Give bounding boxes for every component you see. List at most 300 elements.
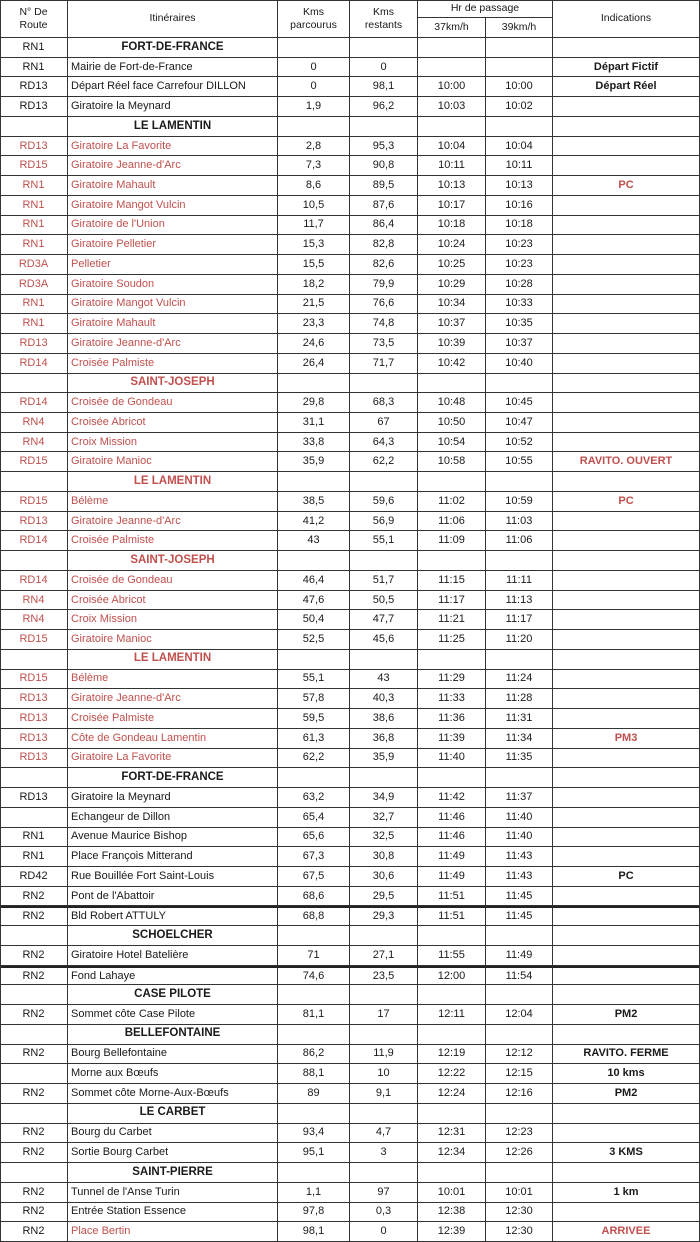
itinerary-name: Sommet côte Morne-Aux-Bœufs <box>68 1084 278 1104</box>
route-number <box>0 1025 68 1045</box>
empty-cell <box>418 117 486 137</box>
itinerary-name: Avenue Maurice Bishop <box>68 828 278 848</box>
empty-cell <box>486 926 553 946</box>
time-39kmh: 11:11 <box>486 571 553 591</box>
time-37kmh: 12:22 <box>418 1064 486 1084</box>
time-37kmh: 10:39 <box>418 334 486 354</box>
section-heading: SAINT-JOSEPH <box>68 551 278 571</box>
kms-restants: 29,3 <box>350 906 418 926</box>
time-37kmh: 10:25 <box>418 255 486 275</box>
indication: PM2 <box>553 1084 700 1104</box>
itinerary-name: Croisée de Gondeau <box>68 393 278 413</box>
header-itineraires: Itinéraires <box>68 0 278 38</box>
indication <box>553 235 700 255</box>
route-number <box>0 808 68 828</box>
indication: PC <box>553 492 700 512</box>
route-number: RN2 <box>0 1143 68 1163</box>
kms-parcourus: 1,9 <box>278 97 350 117</box>
kms-restants: 71,7 <box>350 354 418 374</box>
empty-cell <box>418 985 486 1005</box>
kms-parcourus: 24,6 <box>278 334 350 354</box>
time-37kmh: 10:50 <box>418 413 486 433</box>
indication <box>553 709 700 729</box>
itinerary-name: Giratoire de l'Union <box>68 216 278 236</box>
kms-parcourus: 93,4 <box>278 1124 350 1144</box>
kms-restants: 17 <box>350 1005 418 1025</box>
kms-parcourus: 33,8 <box>278 433 350 453</box>
route-number <box>0 117 68 137</box>
indication: PC <box>553 867 700 887</box>
itinerary-name: Place Bertin <box>68 1222 278 1242</box>
empty-cell <box>486 1025 553 1045</box>
time-39kmh: 10:35 <box>486 314 553 334</box>
kms-restants: 29,5 <box>350 887 418 907</box>
section-heading: SAINT-PIERRE <box>68 1163 278 1183</box>
empty-cell <box>350 551 418 571</box>
empty-cell <box>418 926 486 946</box>
indication <box>553 334 700 354</box>
time-39kmh: 12:15 <box>486 1064 553 1084</box>
kms-parcourus: 38,5 <box>278 492 350 512</box>
empty-cell <box>350 374 418 394</box>
kms-parcourus: 68,8 <box>278 906 350 926</box>
itinerary-name: Bélème <box>68 670 278 690</box>
empty-cell <box>418 1025 486 1045</box>
kms-parcourus: 41,2 <box>278 512 350 532</box>
route-number: RN2 <box>0 1124 68 1144</box>
kms-restants: 10 <box>350 1064 418 1084</box>
route-number: RN1 <box>0 847 68 867</box>
route-number: RD13 <box>0 729 68 749</box>
kms-parcourus: 11,7 <box>278 216 350 236</box>
empty-cell <box>350 768 418 788</box>
kms-restants: 0,3 <box>350 1203 418 1223</box>
kms-restants: 98,1 <box>350 77 418 97</box>
route-number <box>0 768 68 788</box>
empty-cell <box>418 768 486 788</box>
empty-cell <box>553 117 700 137</box>
time-37kmh: 12:00 <box>418 966 486 986</box>
itinerary-name: Giratoire La Favorite <box>68 749 278 769</box>
kms-restants: 3 <box>350 1143 418 1163</box>
time-39kmh: 12:30 <box>486 1203 553 1223</box>
empty-cell <box>278 1025 350 1045</box>
section-heading: LE LAMENTIN <box>68 472 278 492</box>
kms-parcourus: 61,3 <box>278 729 350 749</box>
kms-restants: 9,1 <box>350 1084 418 1104</box>
kms-parcourus: 62,2 <box>278 749 350 769</box>
indication <box>553 749 700 769</box>
itinerary-name: Giratoire Hotel Batelière <box>68 946 278 966</box>
header-speed-37: 37km/h <box>418 18 486 38</box>
kms-restants: 62,2 <box>350 452 418 472</box>
kms-parcourus: 7,3 <box>278 156 350 176</box>
kms-restants: 97 <box>350 1183 418 1203</box>
time-39kmh: 10:45 <box>486 393 553 413</box>
indication <box>553 906 700 926</box>
route-number: RD15 <box>0 492 68 512</box>
time-37kmh <box>418 58 486 78</box>
indication: 1 km <box>553 1183 700 1203</box>
time-37kmh: 10:42 <box>418 354 486 374</box>
route-number: RN2 <box>0 966 68 986</box>
kms-restants: 11,9 <box>350 1045 418 1065</box>
empty-cell <box>553 768 700 788</box>
empty-cell <box>486 1104 553 1124</box>
time-39kmh: 11:49 <box>486 946 553 966</box>
time-37kmh: 11:40 <box>418 749 486 769</box>
empty-cell <box>486 768 553 788</box>
empty-cell <box>553 472 700 492</box>
indication <box>553 788 700 808</box>
empty-cell <box>278 472 350 492</box>
time-37kmh: 11:36 <box>418 709 486 729</box>
empty-cell <box>553 985 700 1005</box>
indication <box>553 275 700 295</box>
time-37kmh: 11:09 <box>418 531 486 551</box>
empty-cell <box>553 374 700 394</box>
kms-restants: 82,8 <box>350 235 418 255</box>
kms-restants: 0 <box>350 1222 418 1242</box>
time-37kmh: 11:39 <box>418 729 486 749</box>
empty-cell <box>486 117 553 137</box>
time-37kmh: 11:42 <box>418 788 486 808</box>
kms-restants: 23,5 <box>350 966 418 986</box>
kms-parcourus: 21,5 <box>278 295 350 315</box>
indication <box>553 137 700 157</box>
empty-cell <box>486 551 553 571</box>
header-kms-parcourus: Kms parcourus <box>278 0 350 38</box>
empty-cell <box>553 1104 700 1124</box>
time-37kmh: 10:58 <box>418 452 486 472</box>
time-39kmh: 10:47 <box>486 413 553 433</box>
empty-cell <box>553 1163 700 1183</box>
itinerary-name: Giratoire Soudon <box>68 275 278 295</box>
time-37kmh: 10:54 <box>418 433 486 453</box>
kms-restants: 89,5 <box>350 176 418 196</box>
time-39kmh: 11:45 <box>486 906 553 926</box>
indication <box>553 1124 700 1144</box>
time-37kmh: 10:37 <box>418 314 486 334</box>
itinerary-name: Croisée Abricot <box>68 591 278 611</box>
itinerary-name: Giratoire la Meynard <box>68 97 278 117</box>
header-kms-restants: Kms restants <box>350 0 418 38</box>
time-39kmh: 10:04 <box>486 137 553 157</box>
empty-cell <box>486 650 553 670</box>
time-39kmh: 12:12 <box>486 1045 553 1065</box>
time-39kmh: 11:06 <box>486 531 553 551</box>
time-39kmh: 10:59 <box>486 492 553 512</box>
itinerary-name: Croisée Abricot <box>68 413 278 433</box>
route-number <box>0 472 68 492</box>
empty-cell <box>418 472 486 492</box>
itinerary-name: Giratoire Mahault <box>68 314 278 334</box>
itinerary-name: Bélème <box>68 492 278 512</box>
kms-restants: 4,7 <box>350 1124 418 1144</box>
kms-parcourus: 35,9 <box>278 452 350 472</box>
route-number: RD13 <box>0 749 68 769</box>
route-number: RN1 <box>0 314 68 334</box>
kms-parcourus: 26,4 <box>278 354 350 374</box>
time-37kmh: 11:29 <box>418 670 486 690</box>
indication: ARRIVEE <box>553 1222 700 1242</box>
time-39kmh: 11:20 <box>486 630 553 650</box>
kms-parcourus: 0 <box>278 77 350 97</box>
kms-restants: 50,5 <box>350 591 418 611</box>
time-39kmh: 12:04 <box>486 1005 553 1025</box>
kms-restants: 90,8 <box>350 156 418 176</box>
itinerary-name: Giratoire Mahault <box>68 176 278 196</box>
kms-restants: 82,6 <box>350 255 418 275</box>
itinerary-name: Giratoire Manioc <box>68 630 278 650</box>
time-39kmh: 11:13 <box>486 591 553 611</box>
route-number: RD15 <box>0 452 68 472</box>
route-number: RD14 <box>0 571 68 591</box>
time-37kmh: 12:38 <box>418 1203 486 1223</box>
route-number: RN2 <box>0 1183 68 1203</box>
indication <box>553 433 700 453</box>
kms-parcourus: 0 <box>278 58 350 78</box>
time-37kmh: 11:49 <box>418 847 486 867</box>
indication <box>553 413 700 433</box>
time-37kmh: 12:11 <box>418 1005 486 1025</box>
time-37kmh: 11:46 <box>418 828 486 848</box>
itinerary-name: Croix Mission <box>68 433 278 453</box>
empty-cell <box>486 985 553 1005</box>
kms-restants: 43 <box>350 670 418 690</box>
route-number: RD13 <box>0 334 68 354</box>
route-number: RN1 <box>0 216 68 236</box>
kms-parcourus: 18,2 <box>278 275 350 295</box>
time-39kmh <box>486 58 553 78</box>
empty-cell <box>278 1104 350 1124</box>
indication <box>553 512 700 532</box>
indication: RAVITO. OUVERT <box>553 452 700 472</box>
kms-restants: 73,5 <box>350 334 418 354</box>
time-39kmh: 11:17 <box>486 610 553 630</box>
empty-cell <box>418 374 486 394</box>
route-number: RN4 <box>0 610 68 630</box>
itinerary-name: Départ Réel face Carrefour DILLON <box>68 77 278 97</box>
route-number: RD14 <box>0 354 68 374</box>
empty-cell <box>553 1025 700 1045</box>
kms-parcourus: 67,3 <box>278 847 350 867</box>
time-37kmh: 10:04 <box>418 137 486 157</box>
itinerary-name: Mairie de Fort-de-France <box>68 58 278 78</box>
kms-parcourus: 71 <box>278 946 350 966</box>
indication <box>553 156 700 176</box>
route-number: RD15 <box>0 630 68 650</box>
time-39kmh: 11:43 <box>486 847 553 867</box>
time-39kmh: 11:28 <box>486 689 553 709</box>
itinerary-name: Place François Mitterand <box>68 847 278 867</box>
empty-cell <box>350 1104 418 1124</box>
time-37kmh: 12:39 <box>418 1222 486 1242</box>
kms-parcourus: 67,5 <box>278 867 350 887</box>
route-number: RD3A <box>0 255 68 275</box>
empty-cell <box>418 38 486 58</box>
kms-restants: 87,6 <box>350 196 418 216</box>
route-number: RD13 <box>0 77 68 97</box>
itinerary-name: Giratoire Pelletier <box>68 235 278 255</box>
itinerary-name: Croisée de Gondeau <box>68 571 278 591</box>
kms-parcourus: 63,2 <box>278 788 350 808</box>
indication <box>553 314 700 334</box>
indication <box>553 887 700 907</box>
time-37kmh: 10:48 <box>418 393 486 413</box>
time-39kmh: 10:28 <box>486 275 553 295</box>
kms-restants: 38,6 <box>350 709 418 729</box>
kms-parcourus: 57,8 <box>278 689 350 709</box>
itinerary-name: Tunnel de l'Anse Turin <box>68 1183 278 1203</box>
indication <box>553 847 700 867</box>
kms-parcourus: 65,4 <box>278 808 350 828</box>
time-39kmh: 10:16 <box>486 196 553 216</box>
time-37kmh: 12:34 <box>418 1143 486 1163</box>
time-39kmh: 10:00 <box>486 77 553 97</box>
itinerary-name: Sortie Bourg Carbet <box>68 1143 278 1163</box>
empty-cell <box>350 117 418 137</box>
indication <box>553 670 700 690</box>
indication: 3 KMS <box>553 1143 700 1163</box>
kms-restants: 30,6 <box>350 867 418 887</box>
route-number: RD13 <box>0 97 68 117</box>
kms-restants: 35,9 <box>350 749 418 769</box>
empty-cell <box>350 926 418 946</box>
kms-restants: 55,1 <box>350 531 418 551</box>
empty-cell <box>553 38 700 58</box>
section-heading: LE LAMENTIN <box>68 117 278 137</box>
time-37kmh: 11:02 <box>418 492 486 512</box>
indication <box>553 216 700 236</box>
indication <box>553 393 700 413</box>
kms-parcourus: 8,6 <box>278 176 350 196</box>
time-39kmh: 10:23 <box>486 255 553 275</box>
time-39kmh: 11:31 <box>486 709 553 729</box>
empty-cell <box>278 768 350 788</box>
kms-parcourus: 55,1 <box>278 670 350 690</box>
indication <box>553 946 700 966</box>
time-39kmh: 11:24 <box>486 670 553 690</box>
route-number <box>0 374 68 394</box>
time-37kmh: 10:13 <box>418 176 486 196</box>
time-37kmh: 10:29 <box>418 275 486 295</box>
empty-cell <box>418 1163 486 1183</box>
itinerary-name: Croisée Palmiste <box>68 709 278 729</box>
kms-restants: 36,8 <box>350 729 418 749</box>
itinerary-name: Giratoire Manioc <box>68 452 278 472</box>
time-39kmh: 11:54 <box>486 966 553 986</box>
itinerary-name: Sommet côte Case Pilote <box>68 1005 278 1025</box>
kms-restants: 95,3 <box>350 137 418 157</box>
section-heading: FORT-DE-FRANCE <box>68 768 278 788</box>
time-39kmh: 10:02 <box>486 97 553 117</box>
kms-restants: 67 <box>350 413 418 433</box>
time-37kmh: 10:17 <box>418 196 486 216</box>
header-hr-passage: Hr de passage <box>418 0 553 18</box>
time-37kmh: 10:18 <box>418 216 486 236</box>
kms-restants: 27,1 <box>350 946 418 966</box>
time-37kmh: 11:25 <box>418 630 486 650</box>
empty-cell <box>350 1025 418 1045</box>
indication <box>553 828 700 848</box>
time-37kmh: 11:51 <box>418 906 486 926</box>
time-39kmh: 11:37 <box>486 788 553 808</box>
section-heading: CASE PILOTE <box>68 985 278 1005</box>
kms-parcourus: 89 <box>278 1084 350 1104</box>
time-37kmh: 11:46 <box>418 808 486 828</box>
empty-cell <box>486 374 553 394</box>
route-number: RN4 <box>0 413 68 433</box>
time-37kmh: 11:33 <box>418 689 486 709</box>
itinerary-name: Pelletier <box>68 255 278 275</box>
itinerary-name: Giratoire Mangot Vulcin <box>68 196 278 216</box>
time-37kmh: 11:49 <box>418 867 486 887</box>
route-number: RN1 <box>0 295 68 315</box>
route-number: RD13 <box>0 689 68 709</box>
indication <box>553 1203 700 1223</box>
time-39kmh: 10:01 <box>486 1183 553 1203</box>
route-number: RD13 <box>0 709 68 729</box>
kms-parcourus: 81,1 <box>278 1005 350 1025</box>
kms-restants: 64,3 <box>350 433 418 453</box>
empty-cell <box>278 38 350 58</box>
kms-restants: 32,7 <box>350 808 418 828</box>
indication: Départ Réel <box>553 77 700 97</box>
kms-restants: 74,8 <box>350 314 418 334</box>
section-heading: BELLEFONTAINE <box>68 1025 278 1045</box>
route-number: RD13 <box>0 137 68 157</box>
time-37kmh: 11:15 <box>418 571 486 591</box>
time-39kmh: 11:03 <box>486 512 553 532</box>
empty-cell <box>278 985 350 1005</box>
kms-restants: 51,7 <box>350 571 418 591</box>
itinerary-name: Bld Robert ATTULY <box>68 906 278 926</box>
itinerary-name: Giratoire La Favorite <box>68 137 278 157</box>
itinerary-name: Fond Lahaye <box>68 966 278 986</box>
kms-parcourus: 98,1 <box>278 1222 350 1242</box>
section-heading: FORT-DE-FRANCE <box>68 38 278 58</box>
empty-cell <box>278 1163 350 1183</box>
indication <box>553 630 700 650</box>
itinerary-name: Giratoire Jeanne-d'Arc <box>68 689 278 709</box>
kms-parcourus: 47,6 <box>278 591 350 611</box>
empty-cell <box>278 374 350 394</box>
time-39kmh: 12:23 <box>486 1124 553 1144</box>
empty-cell <box>278 551 350 571</box>
route-number: RN2 <box>0 887 68 907</box>
itinerary-name: Giratoire Mangot Vulcin <box>68 295 278 315</box>
kms-parcourus: 23,3 <box>278 314 350 334</box>
itinerary-name: Entrée Station Essence <box>68 1203 278 1223</box>
route-number: RN1 <box>0 38 68 58</box>
kms-parcourus: 43 <box>278 531 350 551</box>
kms-parcourus: 29,8 <box>278 393 350 413</box>
route-number <box>0 1104 68 1124</box>
route-number <box>0 926 68 946</box>
empty-cell <box>418 551 486 571</box>
indication <box>553 610 700 630</box>
route-number: RN1 <box>0 196 68 216</box>
kms-parcourus: 52,5 <box>278 630 350 650</box>
itinerary-name: Giratoire la Meynard <box>68 788 278 808</box>
indication <box>553 571 700 591</box>
kms-restants: 30,8 <box>350 847 418 867</box>
indication <box>553 966 700 986</box>
itinerary-name: Echangeur de Dillon <box>68 808 278 828</box>
kms-restants: 0 <box>350 58 418 78</box>
kms-parcourus: 59,5 <box>278 709 350 729</box>
